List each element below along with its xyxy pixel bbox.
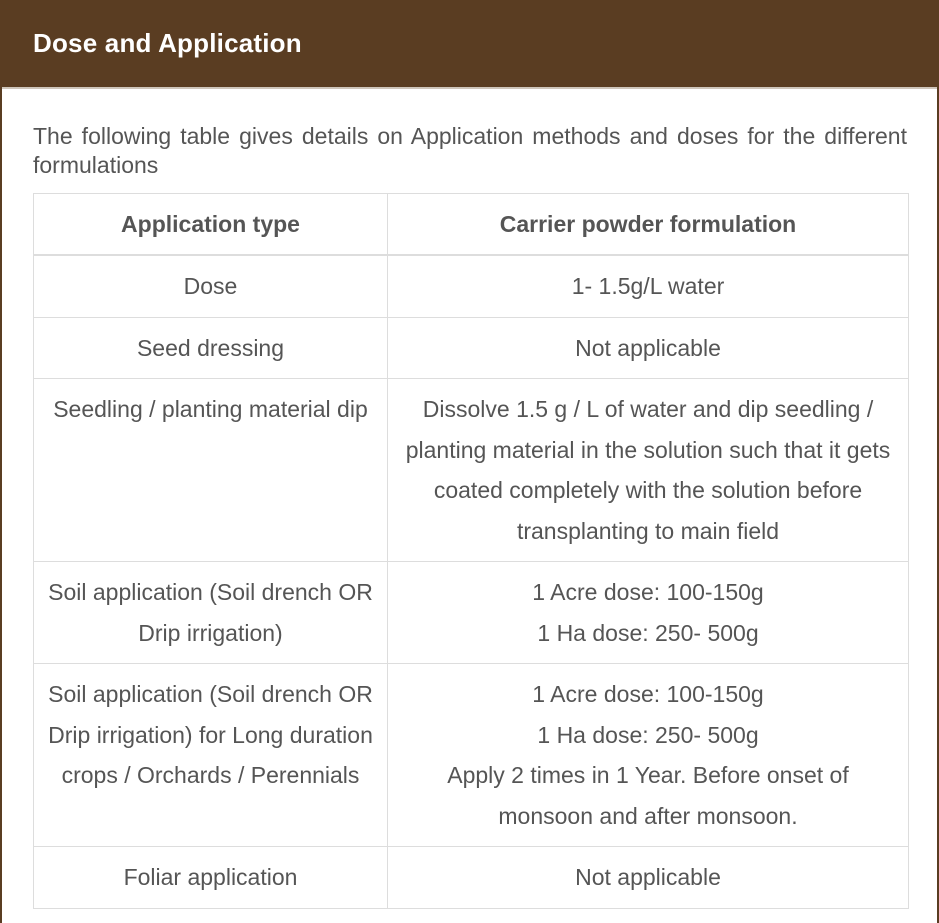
panel-header bbox=[2, 0, 937, 89]
column-header-carrier-powder: Carrier powder formulation bbox=[388, 194, 909, 256]
formulation-cell bbox=[388, 317, 909, 379]
table-row bbox=[34, 847, 909, 909]
application-type-cell: Seedling / planting material dip bbox=[34, 379, 388, 562]
column-header-application-type: Application type bbox=[34, 194, 388, 256]
formulation-line: 1- 1.5g/L water bbox=[571, 273, 725, 299]
formulation-cell bbox=[388, 255, 909, 317]
formulation-line: Dissolve 1.5 g / L of water and dip seedling / planting material in the solution such that it gets coated completely with the solution before transplanting to main field bbox=[405, 396, 891, 544]
dose-table bbox=[33, 193, 909, 909]
table-row bbox=[34, 664, 909, 847]
table-header-row bbox=[34, 194, 909, 256]
application-type-cell: Soil application (Soil drench OR Drip irrigation) for Long duration crops / Orchards / Perennials bbox=[34, 664, 388, 847]
panel-body bbox=[2, 89, 937, 909]
formulation-cell bbox=[388, 562, 909, 664]
intro-paragraph: The following table gives details on Application methods and doses for the different formulations bbox=[33, 123, 907, 178]
table-row bbox=[34, 255, 909, 317]
application-type-cell: Seed dressing bbox=[34, 317, 388, 379]
formulation-cell bbox=[388, 664, 909, 847]
formulation-cell bbox=[388, 379, 909, 562]
table-row bbox=[34, 562, 909, 664]
formulation-line: Apply 2 times in 1 Year. Before onset of monsoon and after monsoon. bbox=[447, 762, 849, 829]
formulation-line: 1 Acre dose: 100-150g bbox=[532, 579, 764, 605]
formulation-cell bbox=[388, 847, 909, 909]
panel-title: Dose and Application bbox=[33, 28, 302, 58]
table-body bbox=[34, 255, 909, 908]
formulation-line: Not applicable bbox=[575, 864, 721, 890]
formulation-line: 1 Ha dose: 250- 500g bbox=[537, 721, 759, 748]
application-type-cell: Foliar application bbox=[34, 847, 388, 909]
table-row bbox=[34, 379, 909, 562]
application-type-cell: Dose bbox=[34, 255, 388, 317]
formulation-line: 1 Acre dose: 100-150g bbox=[532, 681, 764, 707]
formulation-line: Not applicable bbox=[575, 334, 721, 361]
formulation-line: 1 Ha dose: 250- 500g bbox=[537, 619, 759, 646]
application-type-cell: Soil application (Soil drench OR Drip irrigation) bbox=[34, 562, 388, 664]
table-row bbox=[34, 317, 909, 379]
